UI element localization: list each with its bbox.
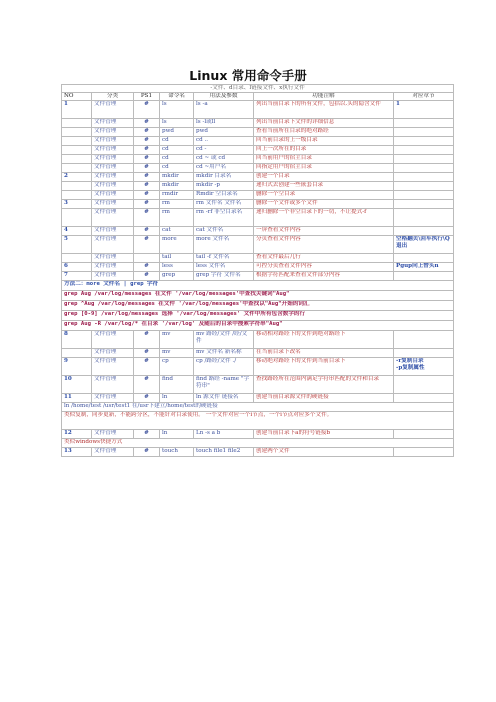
grep-example-row (62, 301, 454, 311)
row-command-name: rm (160, 200, 194, 209)
row-usage: ln 源文件 链接名 (194, 394, 254, 403)
row-command-name: find (160, 376, 194, 394)
legend-row (62, 85, 454, 93)
row-number: 13 (62, 448, 92, 457)
row-command-name: cp (160, 358, 194, 376)
command-row (62, 155, 454, 164)
row-command-name: tail (160, 254, 194, 263)
row-chapter (394, 164, 454, 173)
row-prompt: # (134, 173, 160, 182)
command-table-body (62, 85, 454, 457)
row-usage: pwd (194, 128, 254, 137)
row-description: 移动相对路经下的文件到绝对路经下 (254, 331, 394, 349)
command-row (62, 263, 454, 272)
row-command-name: pwd (160, 128, 194, 137)
file-type-legend: -文件、d目录、l链接文件、x执行文件 (62, 85, 454, 93)
row-number: 7 (62, 272, 92, 281)
hard-link-note-row (62, 412, 454, 430)
symlink-note-row (62, 439, 454, 448)
row-chapter (394, 128, 454, 137)
command-row (62, 272, 454, 281)
row-number: 10 (62, 376, 92, 394)
row-category: 文件管理 (92, 191, 134, 200)
command-row (62, 376, 454, 394)
row-chapter (394, 200, 454, 209)
grep-example-row (62, 291, 454, 301)
row-number (62, 155, 92, 164)
row-number: 3 (62, 200, 92, 209)
row-category: 文件管理 (92, 227, 134, 236)
row-category: 文件管理 (92, 164, 134, 173)
row-description: 回当前用户的宿主目录 (254, 155, 394, 164)
row-category: 文件管理 (92, 236, 134, 254)
row-prompt: # (134, 430, 160, 439)
command-row (62, 101, 454, 119)
row-command-name: ls (160, 101, 194, 119)
row-description: 回指定用户的宿主目录 (254, 164, 394, 173)
row-chapter: 1 (394, 101, 454, 119)
command-row (62, 200, 454, 209)
row-chapter (394, 155, 454, 164)
row-chapter (394, 227, 454, 236)
row-number (62, 191, 92, 200)
row-prompt: # (134, 209, 160, 227)
command-row (62, 236, 454, 254)
row-usage: ls -l或ll (194, 119, 254, 128)
row-command-name: ln (160, 430, 194, 439)
command-row (62, 254, 454, 263)
row-usage: rm -rf 非空目录名 (194, 209, 254, 227)
grep-example: grep Aug -R /var/log/* 在目录 '/var/log' 及随后的目录中搜索字符串"Aug" (62, 321, 454, 331)
command-row (62, 119, 454, 128)
header-ps1: PS1 (134, 93, 160, 101)
row-command-name: ln (160, 394, 194, 403)
row-chapter (394, 394, 454, 403)
row-number: 8 (62, 331, 92, 349)
row-number (62, 119, 92, 128)
row-chapter (394, 191, 454, 200)
row-usage: Rmdir 空目录名 (194, 191, 254, 200)
row-chapter (394, 254, 454, 263)
row-chapter: -r复制目录 -p复制属性 (394, 358, 454, 376)
command-row (62, 191, 454, 200)
row-usage: find 路经 -name "字符串" (194, 376, 254, 394)
header-command: 命令名 (160, 93, 194, 101)
row-description: 创建一个目录 (254, 173, 394, 182)
row-usage: cat 文件名 (194, 227, 254, 236)
row-category: 文件管理 (92, 254, 134, 263)
row-usage: cd ~ 或 cd (194, 155, 254, 164)
row-chapter (394, 349, 454, 358)
row-prompt: # (134, 137, 160, 146)
row-command-name: less (160, 263, 194, 272)
row-chapter (394, 119, 454, 128)
row-description: 列出当前目录下文件的详细信息 (254, 119, 394, 128)
row-prompt: # (134, 376, 160, 394)
row-usage: less 文件名 (194, 263, 254, 272)
row-number: 4 (62, 227, 92, 236)
row-category: 文件管理 (92, 349, 134, 358)
row-prompt: # (134, 146, 160, 155)
row-description: 可控分页查看文件内容 (254, 263, 394, 272)
row-command-name: cd (160, 137, 194, 146)
row-number (62, 146, 92, 155)
row-number: 1 (62, 101, 92, 119)
symlink-note: 类似windows快捷方式 (62, 439, 454, 448)
row-category: 文件管理 (92, 146, 134, 155)
row-number (62, 349, 92, 358)
row-description: 根据字符匹配来查看文件部分内容 (254, 272, 394, 281)
command-row (62, 146, 454, 155)
row-usage: more 文件名 (194, 236, 254, 254)
row-number (62, 209, 92, 227)
command-row (62, 331, 454, 349)
row-usage: mkdir -p (194, 182, 254, 191)
row-command-name: cd (160, 146, 194, 155)
row-category: 文件管理 (92, 101, 134, 119)
row-category: 文件管理 (92, 137, 134, 146)
row-command-name: rm (160, 209, 194, 227)
row-chapter (394, 376, 454, 394)
row-prompt: # (134, 358, 160, 376)
row-command-name: cd (160, 164, 194, 173)
row-category: 文件管理 (92, 272, 134, 281)
row-category: 文件管理 (92, 200, 134, 209)
row-description: 分页查看文件内容 (254, 236, 394, 254)
row-usage: cp /路经/文件 ./ (194, 358, 254, 376)
row-description: 移动绝对路经下的文件到当前目录下 (254, 358, 394, 376)
row-number (62, 137, 92, 146)
row-category: 文件管理 (92, 209, 134, 227)
command-table (61, 84, 454, 457)
header-chapter: 对应章节 (394, 93, 454, 101)
row-chapter (394, 448, 454, 457)
row-command-name: cat (160, 227, 194, 236)
row-number (62, 254, 92, 263)
row-chapter (394, 331, 454, 349)
method-two-line: 方法二：more 文件名 | grep 字符 (62, 281, 454, 291)
row-usage: Ln -s a b (194, 430, 254, 439)
row-prompt: # (134, 263, 160, 272)
row-chapter (394, 182, 454, 191)
row-chapter (394, 146, 454, 155)
row-category: 文件管理 (92, 128, 134, 137)
row-chapter: Pgup向上替头n (394, 263, 454, 272)
row-category: 文件管理 (92, 119, 134, 128)
row-command-name: grep (160, 272, 194, 281)
row-chapter: 空格翻页\回车执行\Q退出 (394, 236, 454, 254)
row-prompt: # (134, 119, 160, 128)
row-category: 文件管理 (92, 182, 134, 191)
row-number (62, 182, 92, 191)
row-command-name: cd (160, 155, 194, 164)
row-command-name: mv (160, 331, 194, 349)
row-number: 11 (62, 394, 92, 403)
row-number: 9 (62, 358, 92, 376)
row-command-name: mkdir (160, 182, 194, 191)
row-number (62, 164, 92, 173)
row-category: 文件管理 (92, 331, 134, 349)
command-row (62, 209, 454, 227)
row-description: 创建当前目录源文件的硬链接 (254, 394, 394, 403)
row-command-name: ls (160, 119, 194, 128)
header-no: NO (62, 93, 92, 101)
row-usage: ls -a (194, 101, 254, 119)
row-prompt: # (134, 164, 160, 173)
row-description: 回上一次所在的目录 (254, 146, 394, 155)
row-description: 查看当前所在目录的绝对路经 (254, 128, 394, 137)
row-prompt: # (134, 191, 160, 200)
row-category: 文件管理 (92, 358, 134, 376)
page-title: Linux 常用命令手册 (189, 68, 307, 83)
row-prompt: # (134, 227, 160, 236)
command-row (62, 394, 454, 403)
row-category: 文件管理 (92, 448, 134, 457)
row-chapter (394, 137, 454, 146)
row-number: 2 (62, 173, 92, 182)
command-row (62, 173, 454, 182)
row-prompt: # (134, 182, 160, 191)
row-prompt: # (134, 236, 160, 254)
row-command-name: touch (160, 448, 194, 457)
row-number (62, 128, 92, 137)
row-prompt (134, 254, 160, 263)
row-prompt: # (134, 200, 160, 209)
row-category: 文件管理 (92, 173, 134, 182)
row-prompt: # (134, 394, 160, 403)
row-usage: touch file1 file2 (194, 448, 254, 457)
row-usage: mv 文件名 新名称 (194, 349, 254, 358)
row-description: 在当前目录下改名 (254, 349, 394, 358)
row-command-name: rmdir (160, 191, 194, 200)
header-description: 功能注解 (254, 93, 394, 101)
row-description: 查看文件最后几行 (254, 254, 394, 263)
ln-example-row (62, 403, 454, 412)
row-description: 创建当前目录下a的符号链接b (254, 430, 394, 439)
command-row (62, 164, 454, 173)
command-row (62, 182, 454, 191)
command-row (62, 137, 454, 146)
row-usage: mkdir 目录名 (194, 173, 254, 182)
row-description: 查找路经所在范围内满足字符串匹配的文件和目录 (254, 376, 394, 394)
command-row (62, 227, 454, 236)
row-chapter (394, 209, 454, 227)
grep-example: grep [0-9] /var/log/messages 选择 '/var/log/messages' 文件中所有包含数字的行 (62, 311, 454, 321)
row-category: 文件管理 (92, 376, 134, 394)
row-prompt: # (134, 331, 160, 349)
row-prompt: # (134, 448, 160, 457)
row-usage: tail -f 文件名 (194, 254, 254, 263)
row-usage: rm 文件名 文件名 (194, 200, 254, 209)
row-description: 一屏查看文件内容 (254, 227, 394, 236)
row-number: 12 (62, 430, 92, 439)
row-prompt: # (134, 272, 160, 281)
row-category: 文件管理 (92, 430, 134, 439)
ln-example: ln /home/test /usr/test1 在/usr下建立/home/test的硬链接 (62, 403, 454, 412)
row-usage: cd .. (194, 137, 254, 146)
row-usage: mv 路经/文件 /经/文件 (194, 331, 254, 349)
row-chapter (394, 173, 454, 182)
grep-example: grep ^Aug /var/log/messages 在文件 '/var/log/messages'中查找以"Aug"开始的词汇 (62, 301, 454, 311)
row-category: 文件管理 (92, 263, 134, 272)
grep-example: grep Aug /var/log/messages 在文件 '/var/log/messages'中查找关键词"Aug" (62, 291, 454, 301)
command-row (62, 349, 454, 358)
command-row (62, 430, 454, 439)
row-prompt: # (134, 101, 160, 119)
header-category: 分类 (92, 93, 134, 101)
row-description: 删除一个文件或多个文件 (254, 200, 394, 209)
grep-example-row (62, 311, 454, 321)
command-row (62, 128, 454, 137)
row-command-name: mv (160, 349, 194, 358)
header-usage: 用法及参数 (194, 93, 254, 101)
row-chapter (394, 272, 454, 281)
command-row (62, 358, 454, 376)
row-description: 递归式去创建一些嵌套目录 (254, 182, 394, 191)
hard-link-note: 类似复制，同步更新，不能跨分区，不能针对目录使用。 一个文件对应一个i节点，一个i节点对应多个文件。 (62, 412, 454, 430)
row-command-name: mkdir (160, 173, 194, 182)
method-two-line-row (62, 281, 454, 291)
row-usage: cd - (194, 146, 254, 155)
row-description: 删除一个空目录 (254, 191, 394, 200)
row-number: 6 (62, 263, 92, 272)
row-chapter (394, 430, 454, 439)
row-number: 5 (62, 236, 92, 254)
row-category: 文件管理 (92, 394, 134, 403)
row-category: 文件管理 (92, 155, 134, 164)
row-prompt: # (134, 155, 160, 164)
grep-example-row (62, 321, 454, 331)
row-description: 创建两个文件 (254, 448, 394, 457)
row-usage: cd ~用户名 (194, 164, 254, 173)
row-description: 回当前目录的上一级目录 (254, 137, 394, 146)
row-usage: grep 字符 文件名 (194, 272, 254, 281)
command-row (62, 448, 454, 457)
row-description: 递归删除一个非空目录下的一切，不让提式-f (254, 209, 394, 227)
row-command-name: more (160, 236, 194, 254)
row-prompt: # (134, 349, 160, 358)
header-row (62, 93, 454, 101)
row-prompt: # (134, 128, 160, 137)
row-description: 列出当前目录下的所有文件，包括以.头的隐含文件 (254, 101, 394, 119)
